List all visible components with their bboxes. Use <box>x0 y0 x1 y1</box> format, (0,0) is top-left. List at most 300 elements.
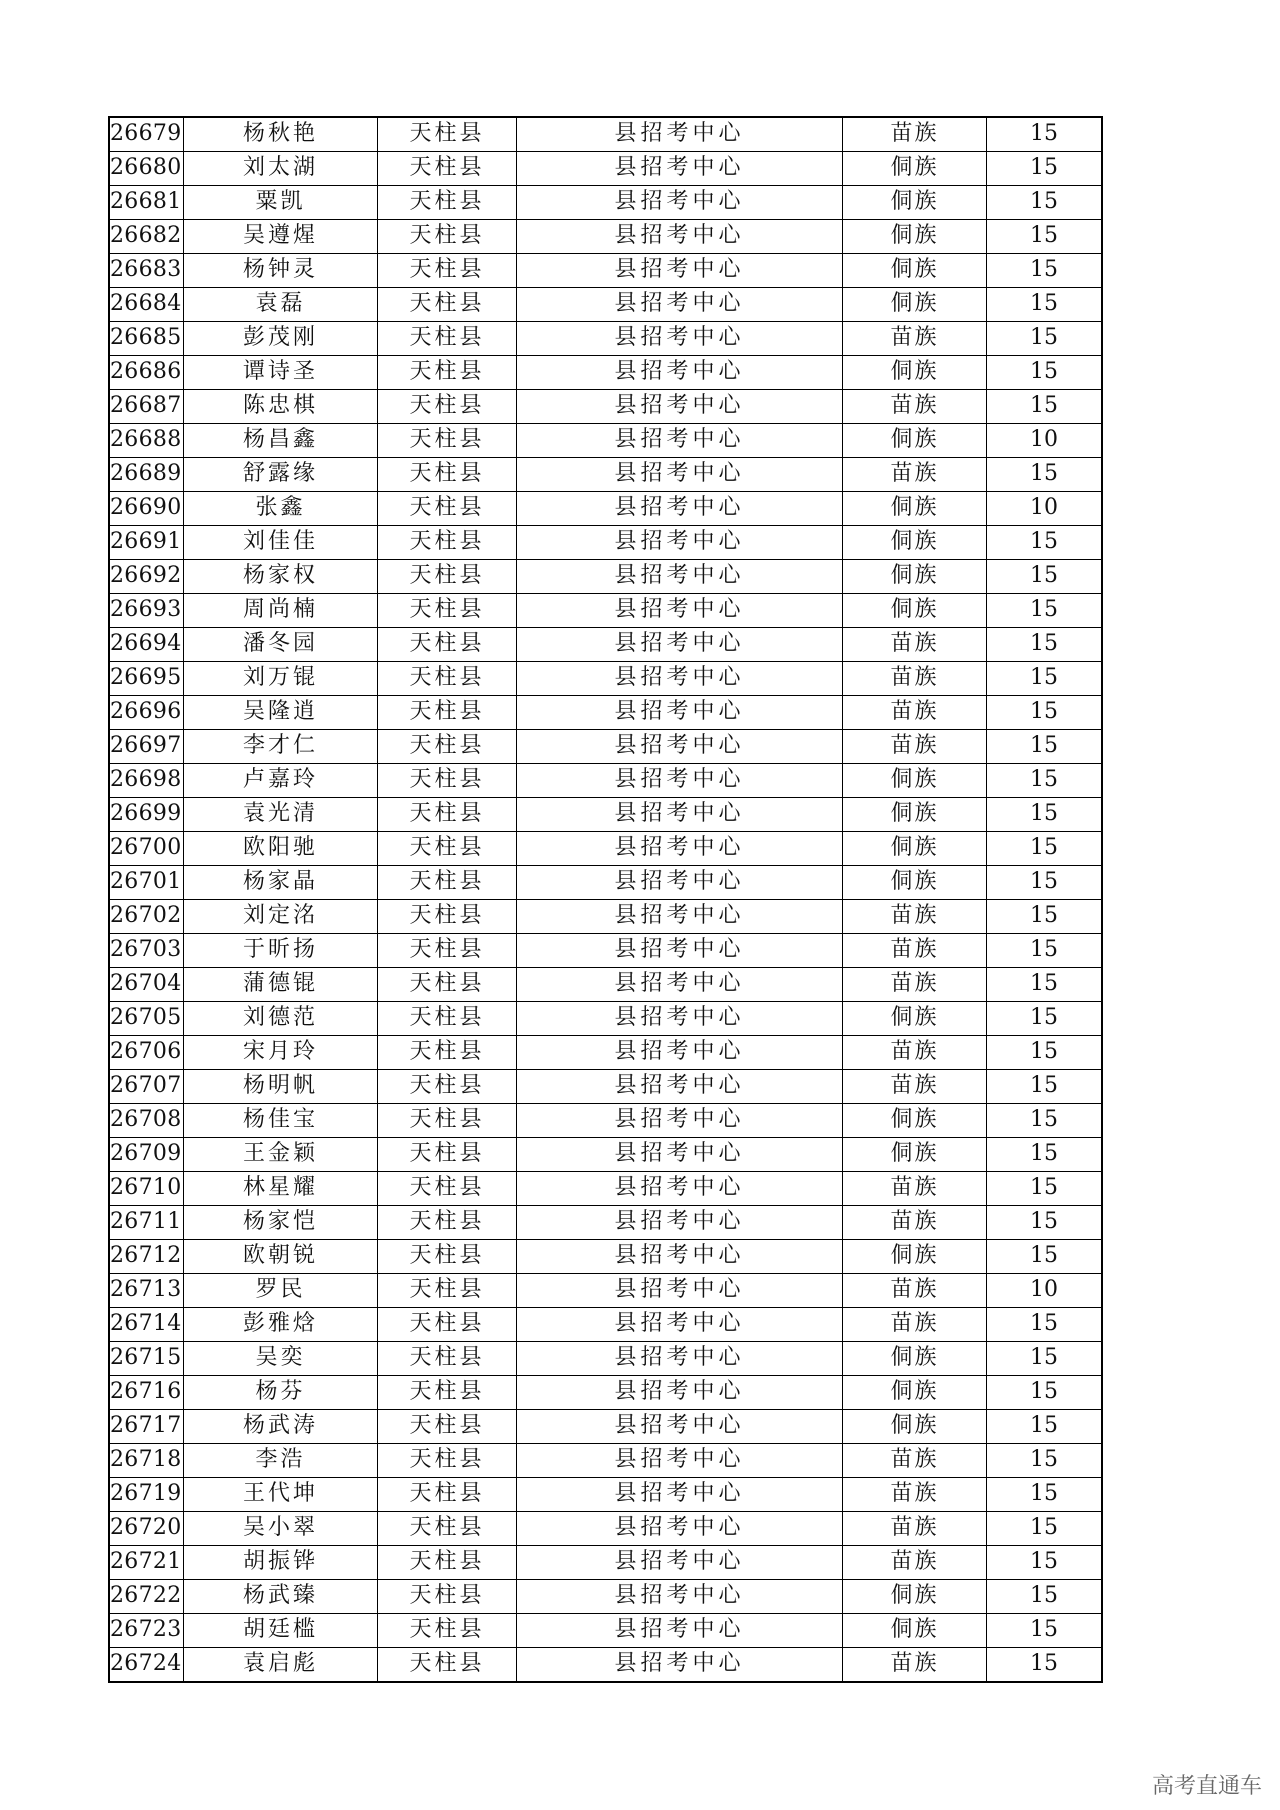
cell-unit: 县招考中心 <box>517 423 843 457</box>
cell-score: 15 <box>987 1613 1103 1647</box>
cell-name: 周尚楠 <box>184 593 378 627</box>
cell-id: 26682 <box>109 219 184 253</box>
cell-id: 26683 <box>109 253 184 287</box>
cell-unit: 县招考中心 <box>517 899 843 933</box>
table-row <box>109 1001 1102 1035</box>
cell-unit: 县招考中心 <box>517 355 843 389</box>
cell-id: 26719 <box>109 1477 184 1511</box>
cell-unit: 县招考中心 <box>517 389 843 423</box>
table-row <box>109 321 1102 355</box>
cell-score: 15 <box>987 1171 1103 1205</box>
cell-county: 天柱县 <box>378 491 517 525</box>
cell-ethnicity: 侗族 <box>843 423 987 457</box>
table-row <box>109 1477 1102 1511</box>
table-row <box>109 865 1102 899</box>
cell-score: 15 <box>987 967 1103 1001</box>
cell-county: 天柱县 <box>378 117 517 151</box>
cell-ethnicity: 苗族 <box>843 1511 987 1545</box>
cell-score: 15 <box>987 1647 1103 1681</box>
cell-ethnicity: 侗族 <box>843 253 987 287</box>
cell-county: 天柱县 <box>378 1443 517 1477</box>
cell-name: 李才仁 <box>184 729 378 763</box>
cell-unit: 县招考中心 <box>517 865 843 899</box>
cell-score: 15 <box>987 1375 1103 1409</box>
cell-ethnicity: 侗族 <box>843 1375 987 1409</box>
cell-county: 天柱县 <box>378 1375 517 1409</box>
table-row <box>109 967 1102 1001</box>
cell-name: 杨武涛 <box>184 1409 378 1443</box>
cell-ethnicity: 苗族 <box>843 1545 987 1579</box>
table-row <box>109 1511 1102 1545</box>
cell-unit: 县招考中心 <box>517 117 843 151</box>
table-row <box>109 1647 1102 1681</box>
cell-id: 26709 <box>109 1137 184 1171</box>
cell-ethnicity: 侗族 <box>843 797 987 831</box>
cell-name: 杨佳宝 <box>184 1103 378 1137</box>
cell-score: 10 <box>987 1273 1103 1307</box>
cell-name: 刘佳佳 <box>184 525 378 559</box>
cell-unit: 县招考中心 <box>517 525 843 559</box>
cell-name: 于昕扬 <box>184 933 378 967</box>
cell-id: 26688 <box>109 423 184 457</box>
cell-ethnicity: 侗族 <box>843 1239 987 1273</box>
cell-county: 天柱县 <box>378 763 517 797</box>
cell-id: 26687 <box>109 389 184 423</box>
cell-county: 天柱县 <box>378 1205 517 1239</box>
table-row <box>109 1205 1102 1239</box>
cell-id: 26699 <box>109 797 184 831</box>
cell-name: 杨家权 <box>184 559 378 593</box>
cell-id: 26710 <box>109 1171 184 1205</box>
cell-score: 15 <box>987 559 1103 593</box>
cell-county: 天柱县 <box>378 967 517 1001</box>
cell-score: 15 <box>987 661 1103 695</box>
table-row <box>109 1273 1102 1307</box>
cell-id: 26706 <box>109 1035 184 1069</box>
cell-score: 15 <box>987 389 1103 423</box>
cell-ethnicity: 苗族 <box>843 1035 987 1069</box>
cell-county: 天柱县 <box>378 423 517 457</box>
cell-score: 15 <box>987 253 1103 287</box>
cell-name: 吴遵煋 <box>184 219 378 253</box>
cell-score: 15 <box>987 865 1103 899</box>
cell-name: 张鑫 <box>184 491 378 525</box>
cell-name: 卢嘉玲 <box>184 763 378 797</box>
cell-score: 15 <box>987 763 1103 797</box>
cell-id: 26720 <box>109 1511 184 1545</box>
cell-unit: 县招考中心 <box>517 321 843 355</box>
table-row <box>109 525 1102 559</box>
cell-unit: 县招考中心 <box>517 763 843 797</box>
cell-county: 天柱县 <box>378 287 517 321</box>
cell-ethnicity: 苗族 <box>843 1205 987 1239</box>
cell-unit: 县招考中心 <box>517 1443 843 1477</box>
cell-ethnicity: 苗族 <box>843 321 987 355</box>
cell-unit: 县招考中心 <box>517 1375 843 1409</box>
cell-name: 蒲德锟 <box>184 967 378 1001</box>
cell-id: 26697 <box>109 729 184 763</box>
cell-id: 26698 <box>109 763 184 797</box>
cell-score: 15 <box>987 1545 1103 1579</box>
cell-id: 26692 <box>109 559 184 593</box>
cell-name: 杨明帆 <box>184 1069 378 1103</box>
cell-unit: 县招考中心 <box>517 253 843 287</box>
cell-name: 杨武臻 <box>184 1579 378 1613</box>
cell-county: 天柱县 <box>378 219 517 253</box>
cell-county: 天柱县 <box>378 1171 517 1205</box>
cell-name: 欧朝锐 <box>184 1239 378 1273</box>
cell-county: 天柱县 <box>378 831 517 865</box>
watermark-text: 高考直通车 <box>1151 1774 1262 1799</box>
cell-score: 15 <box>987 1205 1103 1239</box>
cell-county: 天柱县 <box>378 593 517 627</box>
cell-name: 刘定洺 <box>184 899 378 933</box>
cell-unit: 县招考中心 <box>517 1545 843 1579</box>
cell-ethnicity: 侗族 <box>843 559 987 593</box>
cell-ethnicity: 苗族 <box>843 661 987 695</box>
cell-id: 26721 <box>109 1545 184 1579</box>
table-row <box>109 559 1102 593</box>
table-row <box>109 1103 1102 1137</box>
cell-id: 26716 <box>109 1375 184 1409</box>
cell-unit: 县招考中心 <box>517 1341 843 1375</box>
cell-county: 天柱县 <box>378 1511 517 1545</box>
cell-ethnicity: 侗族 <box>843 491 987 525</box>
cell-name: 胡廷槛 <box>184 1613 378 1647</box>
table-row <box>109 1341 1102 1375</box>
cell-id: 26714 <box>109 1307 184 1341</box>
cell-county: 天柱县 <box>378 797 517 831</box>
cell-score: 15 <box>987 1307 1103 1341</box>
cell-score: 15 <box>987 1137 1103 1171</box>
cell-ethnicity: 侗族 <box>843 831 987 865</box>
cell-id: 26718 <box>109 1443 184 1477</box>
cell-county: 天柱县 <box>378 1579 517 1613</box>
cell-id: 26694 <box>109 627 184 661</box>
cell-score: 15 <box>987 1103 1103 1137</box>
cell-county: 天柱县 <box>378 933 517 967</box>
cell-score: 15 <box>987 1035 1103 1069</box>
cell-county: 天柱县 <box>378 729 517 763</box>
table-row <box>109 185 1102 219</box>
cell-id: 26684 <box>109 287 184 321</box>
cell-unit: 县招考中心 <box>517 1477 843 1511</box>
cell-id: 26712 <box>109 1239 184 1273</box>
cell-name: 杨家恺 <box>184 1205 378 1239</box>
table-row <box>109 933 1102 967</box>
cell-county: 天柱县 <box>378 321 517 355</box>
cell-name: 胡振铧 <box>184 1545 378 1579</box>
cell-county: 天柱县 <box>378 661 517 695</box>
table-row <box>109 253 1102 287</box>
cell-id: 26702 <box>109 899 184 933</box>
table-row <box>109 1375 1102 1409</box>
cell-score: 15 <box>987 321 1103 355</box>
cell-ethnicity: 侗族 <box>843 865 987 899</box>
cell-ethnicity: 苗族 <box>843 1171 987 1205</box>
cell-id: 26713 <box>109 1273 184 1307</box>
cell-score: 15 <box>987 1579 1103 1613</box>
cell-county: 天柱县 <box>378 899 517 933</box>
table-row <box>109 1443 1102 1477</box>
table-row <box>109 695 1102 729</box>
cell-score: 15 <box>987 151 1103 185</box>
table-row <box>109 1613 1102 1647</box>
cell-name: 潘冬园 <box>184 627 378 661</box>
cell-ethnicity: 苗族 <box>843 627 987 661</box>
cell-id: 26701 <box>109 865 184 899</box>
cell-county: 天柱县 <box>378 389 517 423</box>
cell-id: 26691 <box>109 525 184 559</box>
cell-id: 26690 <box>109 491 184 525</box>
cell-county: 天柱县 <box>378 627 517 661</box>
cell-id: 26723 <box>109 1613 184 1647</box>
cell-unit: 县招考中心 <box>517 457 843 491</box>
cell-id: 26685 <box>109 321 184 355</box>
cell-id: 26704 <box>109 967 184 1001</box>
cell-unit: 县招考中心 <box>517 729 843 763</box>
cell-score: 15 <box>987 1341 1103 1375</box>
cell-county: 天柱县 <box>378 1137 517 1171</box>
cell-id: 26708 <box>109 1103 184 1137</box>
table-row <box>109 355 1102 389</box>
cell-ethnicity: 侗族 <box>843 763 987 797</box>
cell-name: 杨家晶 <box>184 865 378 899</box>
cell-score: 15 <box>987 457 1103 491</box>
table-row <box>109 627 1102 661</box>
table-body <box>109 117 1102 1682</box>
table-row <box>109 1035 1102 1069</box>
cell-score: 15 <box>987 1409 1103 1443</box>
cell-ethnicity: 侗族 <box>843 1409 987 1443</box>
cell-county: 天柱县 <box>378 151 517 185</box>
cell-score: 15 <box>987 695 1103 729</box>
table-row <box>109 1579 1102 1613</box>
cell-id: 26686 <box>109 355 184 389</box>
cell-county: 天柱县 <box>378 253 517 287</box>
cell-name: 袁启彪 <box>184 1647 378 1681</box>
cell-id: 26717 <box>109 1409 184 1443</box>
cell-ethnicity: 苗族 <box>843 1647 987 1681</box>
cell-score: 15 <box>987 729 1103 763</box>
cell-unit: 县招考中心 <box>517 1069 843 1103</box>
cell-name: 欧阳驰 <box>184 831 378 865</box>
cell-county: 天柱县 <box>378 1307 517 1341</box>
cell-county: 天柱县 <box>378 1035 517 1069</box>
cell-id: 26696 <box>109 695 184 729</box>
cell-id: 26695 <box>109 661 184 695</box>
table-row <box>109 389 1102 423</box>
cell-county: 天柱县 <box>378 1001 517 1035</box>
cell-ethnicity: 侗族 <box>843 593 987 627</box>
cell-unit: 县招考中心 <box>517 1171 843 1205</box>
cell-ethnicity: 侗族 <box>843 1001 987 1035</box>
cell-ethnicity: 侗族 <box>843 355 987 389</box>
cell-score: 15 <box>987 593 1103 627</box>
table-row <box>109 729 1102 763</box>
cell-ethnicity: 侗族 <box>843 1137 987 1171</box>
cell-county: 天柱县 <box>378 1341 517 1375</box>
cell-unit: 县招考中心 <box>517 695 843 729</box>
table-row <box>109 1409 1102 1443</box>
cell-score: 15 <box>987 899 1103 933</box>
cell-unit: 县招考中心 <box>517 185 843 219</box>
table-row <box>109 1137 1102 1171</box>
cell-score: 15 <box>987 355 1103 389</box>
cell-name: 袁磊 <box>184 287 378 321</box>
table-row <box>109 1171 1102 1205</box>
cell-score: 10 <box>987 423 1103 457</box>
cell-id: 26707 <box>109 1069 184 1103</box>
cell-county: 天柱县 <box>378 1409 517 1443</box>
table-row <box>109 491 1102 525</box>
cell-score: 15 <box>987 1511 1103 1545</box>
cell-ethnicity: 苗族 <box>843 1273 987 1307</box>
cell-score: 15 <box>987 1001 1103 1035</box>
cell-county: 天柱县 <box>378 457 517 491</box>
cell-county: 天柱县 <box>378 525 517 559</box>
table-row <box>109 1069 1102 1103</box>
cell-unit: 县招考中心 <box>517 287 843 321</box>
cell-ethnicity: 侗族 <box>843 1341 987 1375</box>
cell-county: 天柱县 <box>378 185 517 219</box>
cell-name: 粟凯 <box>184 185 378 219</box>
cell-score: 15 <box>987 933 1103 967</box>
cell-unit: 县招考中心 <box>517 151 843 185</box>
cell-unit: 县招考中心 <box>517 1205 843 1239</box>
cell-unit: 县招考中心 <box>517 1273 843 1307</box>
cell-unit: 县招考中心 <box>517 1103 843 1137</box>
table-row <box>109 1307 1102 1341</box>
enrollment-table <box>108 116 1103 1683</box>
cell-score: 15 <box>987 525 1103 559</box>
cell-county: 天柱县 <box>378 1069 517 1103</box>
cell-id: 26680 <box>109 151 184 185</box>
table-row <box>109 117 1102 151</box>
cell-id: 26711 <box>109 1205 184 1239</box>
cell-county: 天柱县 <box>378 1239 517 1273</box>
cell-id: 26681 <box>109 185 184 219</box>
cell-name: 杨秋艳 <box>184 117 378 151</box>
cell-ethnicity: 侗族 <box>843 151 987 185</box>
cell-name: 袁光清 <box>184 797 378 831</box>
cell-id: 26679 <box>109 117 184 151</box>
table-row <box>109 797 1102 831</box>
cell-county: 天柱县 <box>378 559 517 593</box>
cell-unit: 县招考中心 <box>517 593 843 627</box>
cell-ethnicity: 苗族 <box>843 1443 987 1477</box>
cell-id: 26722 <box>109 1579 184 1613</box>
cell-ethnicity: 苗族 <box>843 117 987 151</box>
cell-name: 杨昌鑫 <box>184 423 378 457</box>
cell-county: 天柱县 <box>378 865 517 899</box>
cell-name: 吴奕 <box>184 1341 378 1375</box>
cell-ethnicity: 苗族 <box>843 1307 987 1341</box>
cell-score: 15 <box>987 1069 1103 1103</box>
table-row <box>109 763 1102 797</box>
cell-unit: 县招考中心 <box>517 1511 843 1545</box>
cell-county: 天柱县 <box>378 1273 517 1307</box>
cell-county: 天柱县 <box>378 1103 517 1137</box>
cell-county: 天柱县 <box>378 1613 517 1647</box>
table-row <box>109 1545 1102 1579</box>
cell-name: 吴小翠 <box>184 1511 378 1545</box>
cell-ethnicity: 侗族 <box>843 287 987 321</box>
cell-name: 宋月玲 <box>184 1035 378 1069</box>
cell-unit: 县招考中心 <box>517 559 843 593</box>
table-row <box>109 593 1102 627</box>
cell-name: 刘太湖 <box>184 151 378 185</box>
cell-score: 15 <box>987 831 1103 865</box>
cell-unit: 县招考中心 <box>517 933 843 967</box>
cell-unit: 县招考中心 <box>517 1239 843 1273</box>
table-row <box>109 831 1102 865</box>
cell-unit: 县招考中心 <box>517 797 843 831</box>
cell-ethnicity: 侗族 <box>843 185 987 219</box>
cell-name: 陈忠棋 <box>184 389 378 423</box>
cell-name: 李浩 <box>184 1443 378 1477</box>
cell-ethnicity: 侗族 <box>843 1103 987 1137</box>
cell-unit: 县招考中心 <box>517 1001 843 1035</box>
cell-name: 王金颖 <box>184 1137 378 1171</box>
cell-name: 王代坤 <box>184 1477 378 1511</box>
cell-name: 杨芬 <box>184 1375 378 1409</box>
cell-score: 15 <box>987 287 1103 321</box>
cell-county: 天柱县 <box>378 1477 517 1511</box>
cell-name: 吴隆逍 <box>184 695 378 729</box>
cell-county: 天柱县 <box>378 355 517 389</box>
cell-ethnicity: 苗族 <box>843 899 987 933</box>
cell-score: 15 <box>987 1477 1103 1511</box>
cell-unit: 县招考中心 <box>517 1137 843 1171</box>
cell-county: 天柱县 <box>378 1545 517 1579</box>
cell-id: 26715 <box>109 1341 184 1375</box>
cell-ethnicity: 苗族 <box>843 933 987 967</box>
cell-name: 刘万锟 <box>184 661 378 695</box>
cell-score: 15 <box>987 1239 1103 1273</box>
cell-id: 26700 <box>109 831 184 865</box>
cell-name: 彭雅焓 <box>184 1307 378 1341</box>
cell-name: 林星耀 <box>184 1171 378 1205</box>
cell-ethnicity: 苗族 <box>843 695 987 729</box>
cell-ethnicity: 侗族 <box>843 525 987 559</box>
cell-unit: 县招考中心 <box>517 219 843 253</box>
cell-ethnicity: 苗族 <box>843 1477 987 1511</box>
cell-ethnicity: 苗族 <box>843 389 987 423</box>
cell-name: 舒露缘 <box>184 457 378 491</box>
cell-id: 26705 <box>109 1001 184 1035</box>
cell-ethnicity: 侗族 <box>843 219 987 253</box>
cell-unit: 县招考中心 <box>517 1579 843 1613</box>
cell-unit: 县招考中心 <box>517 627 843 661</box>
cell-county: 天柱县 <box>378 1647 517 1681</box>
cell-score: 15 <box>987 627 1103 661</box>
cell-id: 26689 <box>109 457 184 491</box>
cell-id: 26724 <box>109 1647 184 1681</box>
cell-name: 罗民 <box>184 1273 378 1307</box>
cell-unit: 县招考中心 <box>517 1613 843 1647</box>
table-row <box>109 899 1102 933</box>
cell-ethnicity: 侗族 <box>843 1579 987 1613</box>
cell-ethnicity: 苗族 <box>843 457 987 491</box>
table-row <box>109 287 1102 321</box>
cell-name: 彭茂刚 <box>184 321 378 355</box>
table-row <box>109 423 1102 457</box>
cell-unit: 县招考中心 <box>517 1035 843 1069</box>
table-row <box>109 151 1102 185</box>
table-row <box>109 661 1102 695</box>
cell-score: 10 <box>987 491 1103 525</box>
